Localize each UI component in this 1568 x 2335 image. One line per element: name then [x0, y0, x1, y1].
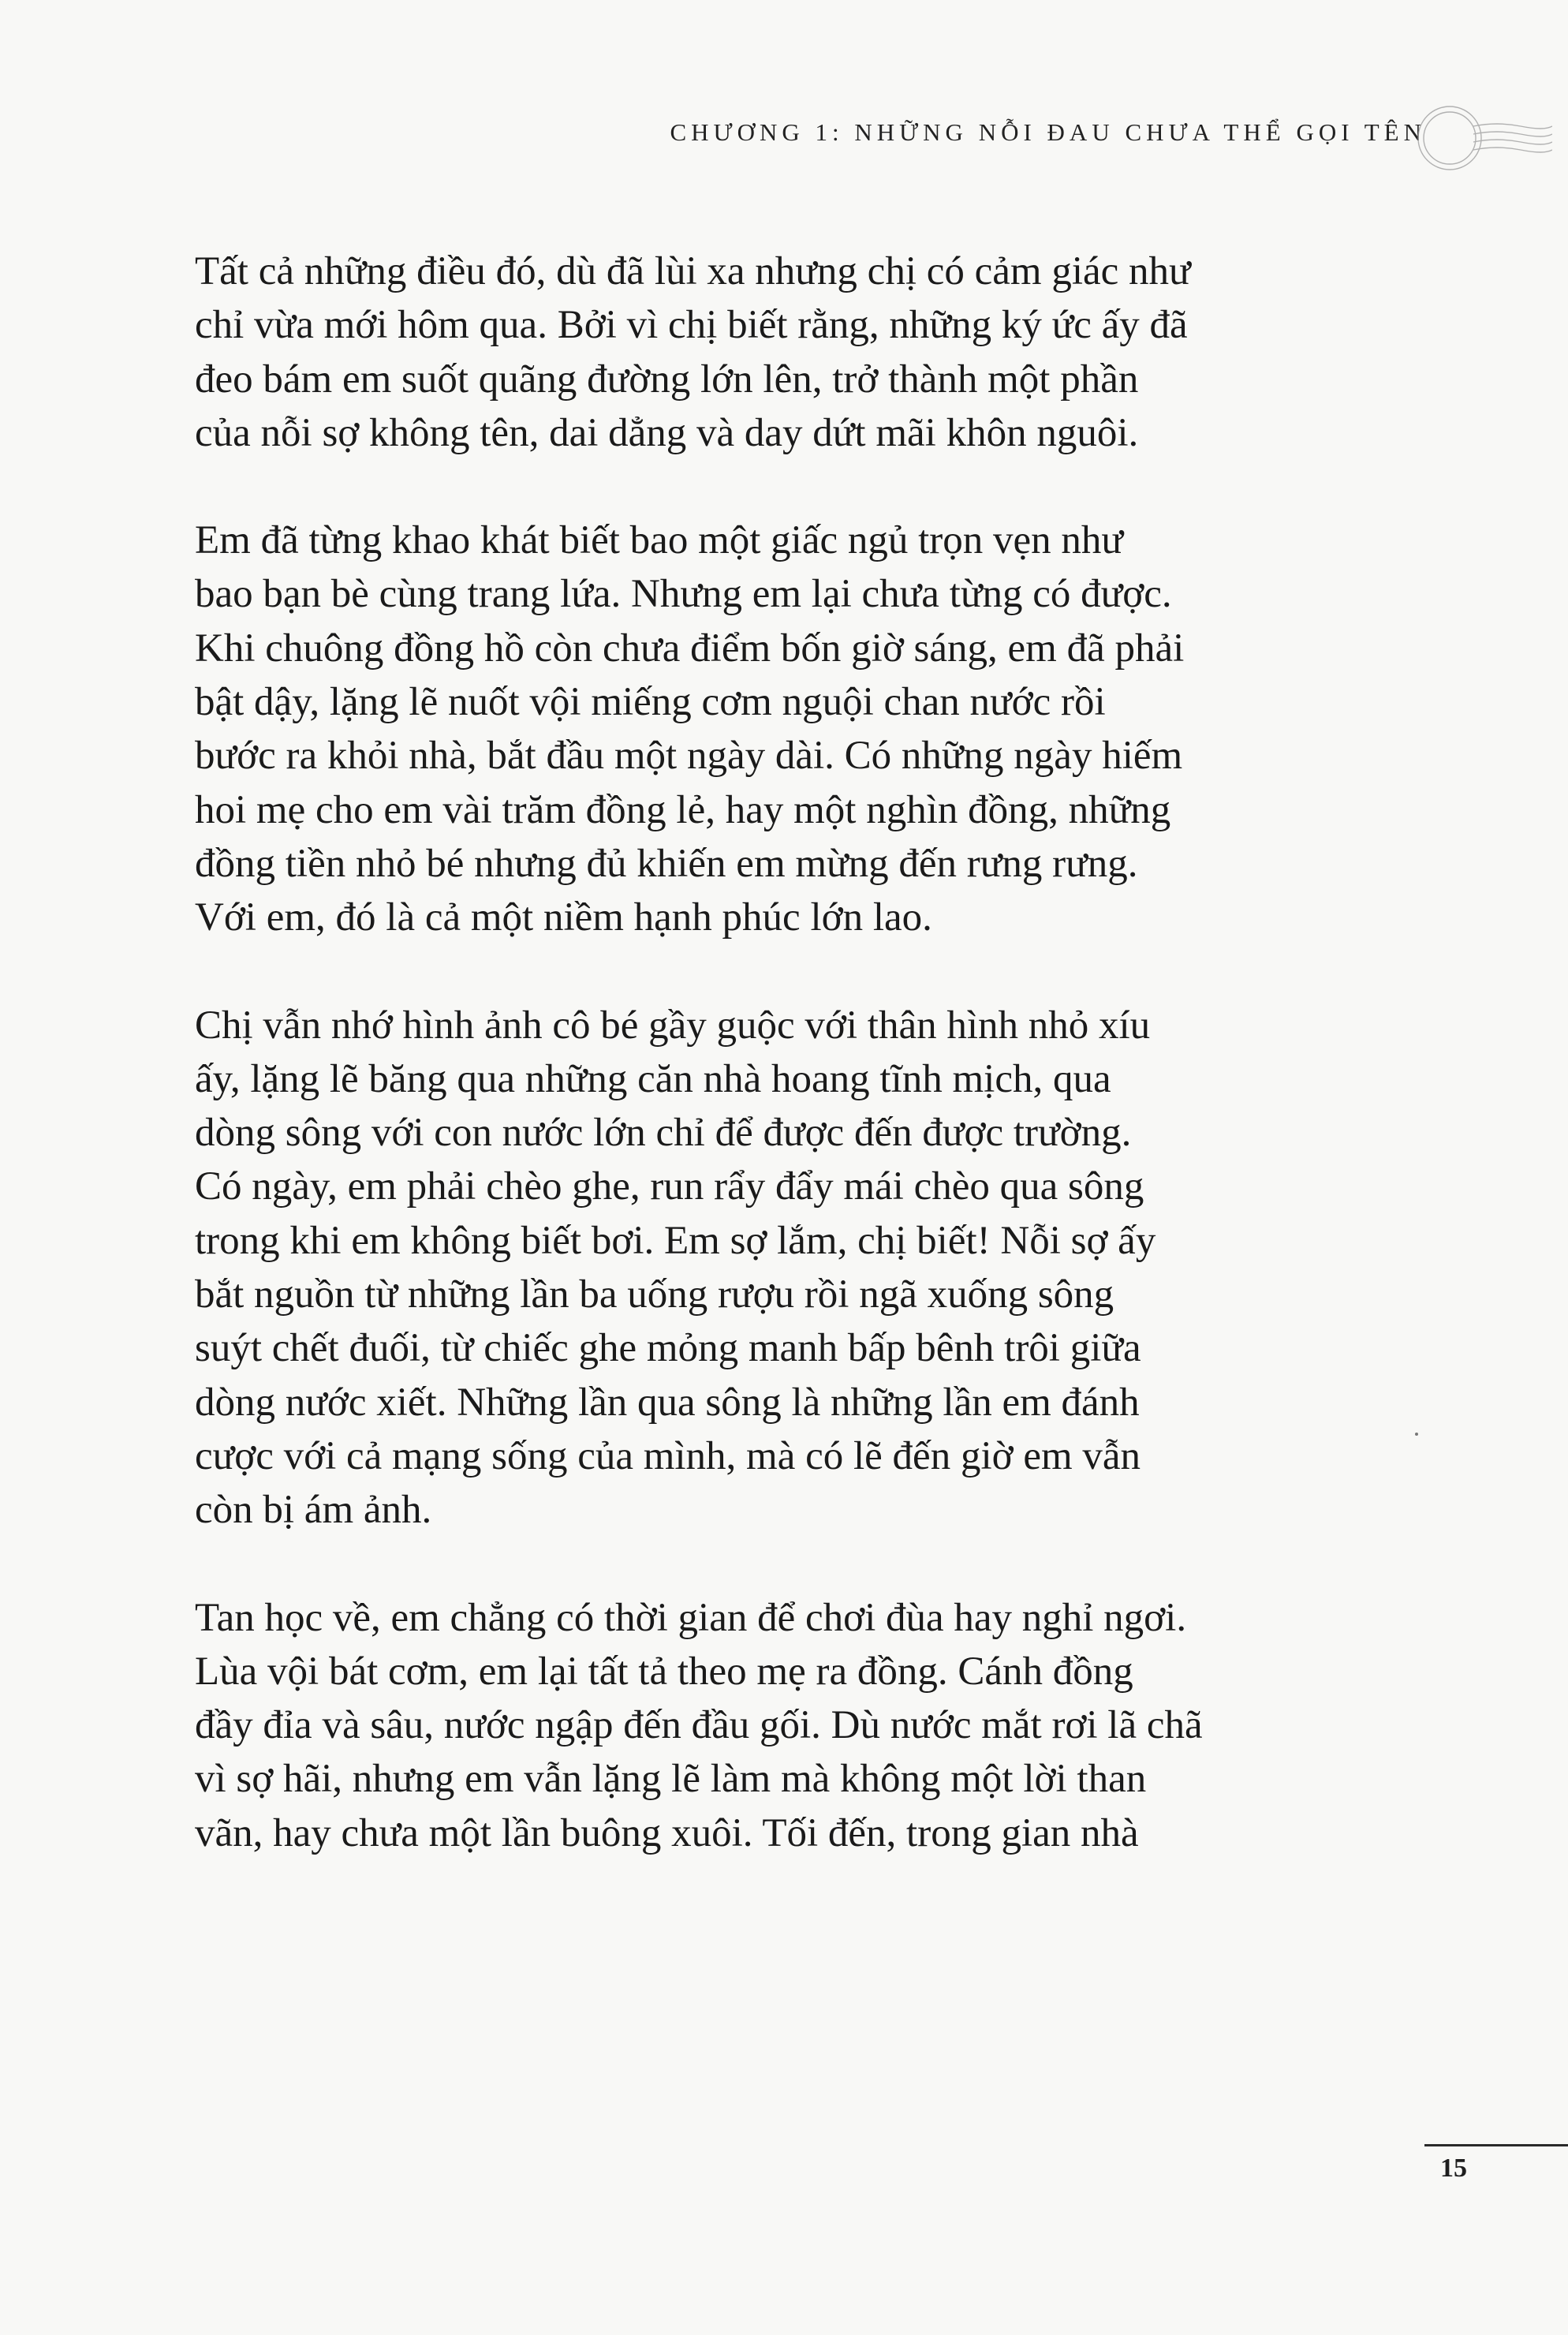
- text-line: cược với cả mạng sống của mình, mà có lẽ đến giờ em vẫn: [195, 1433, 1141, 1478]
- text-line: Tan học về, em chẳng có thời gian để chơi đùa hay nghỉ ngơi.: [195, 1595, 1187, 1640]
- paper-speck: [1415, 1433, 1418, 1436]
- text-line: Khi chuông đồng hồ còn chưa điểm bốn giờ sáng, em đã phải: [195, 626, 1185, 671]
- paragraph-2: [195, 514, 1425, 944]
- text-line: đeo bám em suốt quãng đường lớn lên, trở thành một phần: [195, 357, 1139, 402]
- text-line: ấy, lặng lẽ băng qua những căn nhà hoang tĩnh mịch, qua: [195, 1056, 1111, 1101]
- text-line: đầy đỉa và sâu, nước ngập đến đầu gối. Dù nước mắt rơi lã chã: [195, 1703, 1203, 1748]
- text-line: còn bị ám ảnh.: [195, 1488, 432, 1533]
- body-text: [195, 245, 1425, 1914]
- text-line: suýt chết đuối, từ chiếc ghe mỏng manh bấp bênh trôi giữa: [195, 1326, 1141, 1371]
- text-line: chỉ vừa mới hôm qua. Bởi vì chị biết rằng, những ký ức ấy đã: [195, 303, 1188, 348]
- text-line: dòng sông với con nước lớn chỉ để được đến được trường.: [195, 1111, 1132, 1156]
- text-line: Với em, đó là cả một niềm hạnh phúc lớn lao.: [195, 895, 932, 940]
- text-line: trong khi em không biết bơi. Em sợ lắm, chị biết! Nỗi sợ ấy: [195, 1218, 1156, 1263]
- page-number-rule: [1424, 2144, 1568, 2146]
- chapter-running-header: CHƯƠNG 1: NHỮNG NỖI ĐAU CHƯA THỂ GỌI TÊN: [670, 118, 1426, 146]
- text-line: vì sợ hãi, nhưng em vẫn lặng lẽ làm mà không một lời than: [195, 1757, 1147, 1802]
- text-line: bước ra khỏi nhà, bắt đầu một ngày dài. Có những ngày hiếm: [195, 734, 1183, 779]
- text-line: Chị vẫn nhớ hình ảnh cô bé gầy guộc với thân hình nhỏ xíu: [195, 1003, 1151, 1048]
- page-number: 15: [1440, 2154, 1467, 2183]
- postmark-stamp-icon: [1394, 95, 1552, 189]
- text-line: hoi mẹ cho em vài trăm đồng lẻ, hay một nghìn đồng, những: [195, 787, 1171, 832]
- text-line: đồng tiền nhỏ bé nhưng đủ khiến em mừng đến rưng rưng.: [195, 841, 1138, 886]
- paragraph-4: [195, 1591, 1425, 1860]
- text-line: Em đã từng khao khát biết bao một giấc ngủ trọn vẹn như: [195, 518, 1124, 563]
- paragraph-3: [195, 999, 1425, 1537]
- text-line: bật dậy, lặng lẽ nuốt vội miếng cơm nguội chan nước rồi: [195, 680, 1106, 725]
- text-line: Tất cả những điều đó, dù đã lùi xa nhưng chị có cảm giác như: [195, 249, 1191, 293]
- text-line: của nỗi sợ không tên, dai dẳng và day dứt mãi khôn nguôi.: [195, 410, 1139, 455]
- text-line: Có ngày, em phải chèo ghe, run rẩy đẩy mái chèo qua sông: [195, 1164, 1144, 1209]
- text-line: dòng nước xiết. Những lần qua sông là những lần em đánh: [195, 1380, 1140, 1425]
- text-line: bao bạn bè cùng trang lứa. Nhưng em lại chưa từng có được.: [195, 572, 1172, 617]
- paragraph-1: [195, 245, 1425, 460]
- text-line: bắt nguồn từ những lần ba uống rượu rồi ngã xuống sông: [195, 1272, 1114, 1317]
- text-line: vãn, hay chưa một lần buông xuôi. Tối đến, trong gian nhà: [195, 1810, 1139, 1855]
- text-line: Lùa vội bát cơm, em lại tất tả theo mẹ ra đồng. Cánh đồng: [195, 1649, 1133, 1694]
